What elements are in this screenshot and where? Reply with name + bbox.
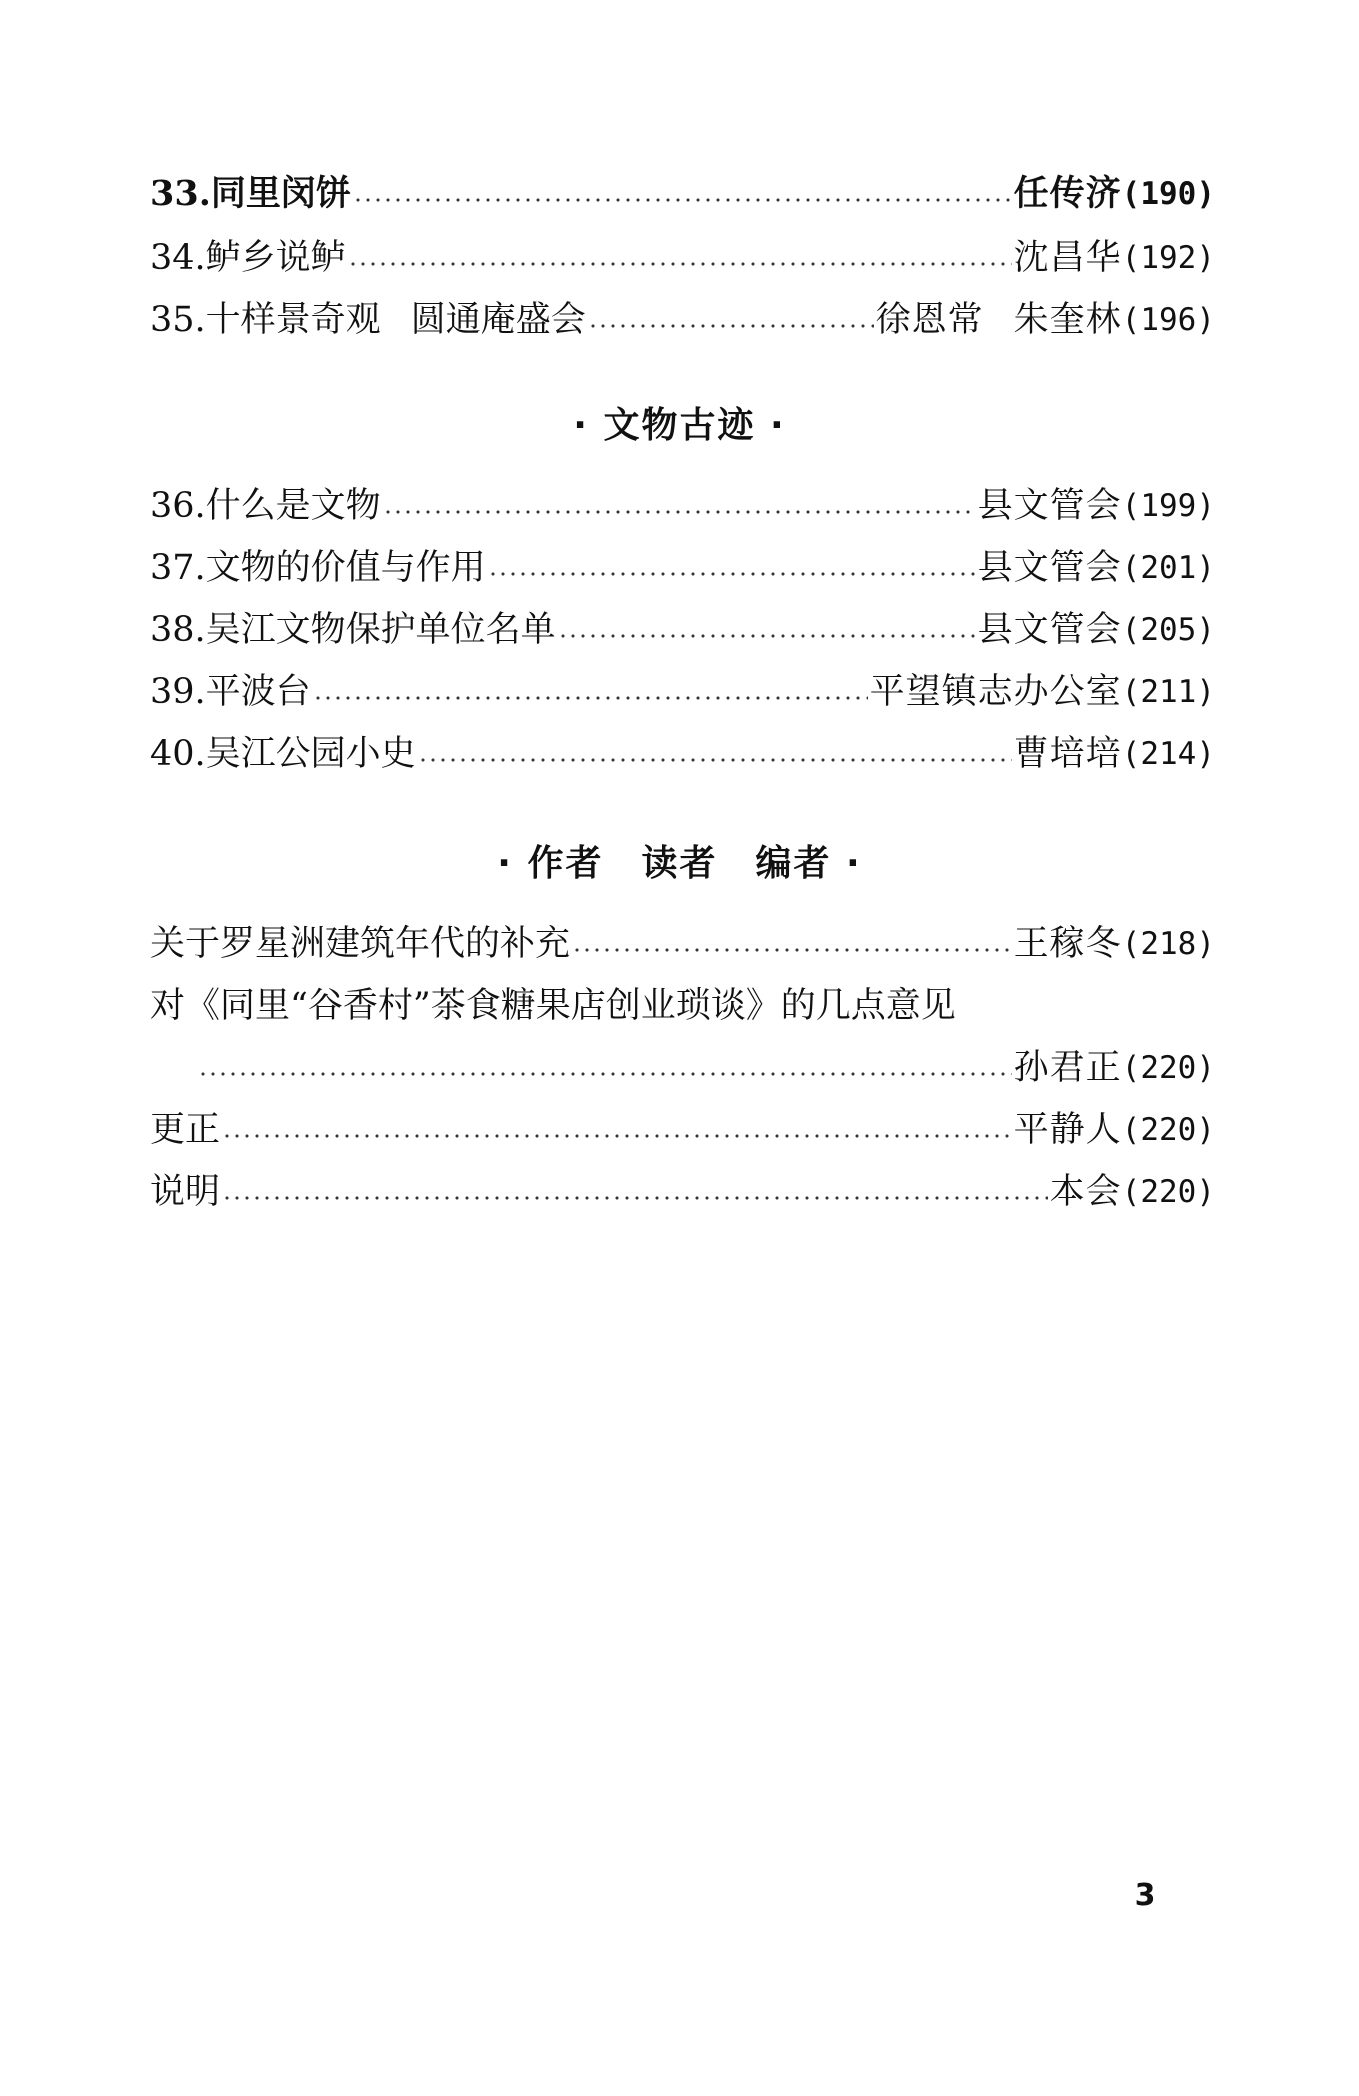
toc-entry-luoxingzhou <box>150 916 1215 972</box>
toc-entry-33 <box>150 166 1215 222</box>
page-number: 3 <box>1134 1878 1156 1913</box>
entry-number: 36. <box>150 486 206 526</box>
entry-title-second: 圆通庵盛会 <box>410 300 586 340</box>
dot-leader <box>383 510 976 514</box>
entry-title: 吴江公园小史 <box>205 734 416 774</box>
entry-page: (214) <box>1121 736 1215 772</box>
entry-author: 县文管会 <box>977 548 1122 588</box>
entry-page: (190) <box>1121 176 1215 212</box>
entry-author: 沈昌华 <box>1013 238 1122 278</box>
dot-leader <box>313 696 868 700</box>
entry-number: 33. <box>150 173 211 214</box>
entry-author: 孙君正 <box>1013 1048 1122 1088</box>
toc-entry-34 <box>150 230 1215 286</box>
entry-author: 王稼冬 <box>1013 924 1122 964</box>
entry-number: 38. <box>150 610 206 650</box>
entry-title: 平波台 <box>205 672 311 712</box>
section-heading-authors-readers-editors: · 作者 读者 编者 · <box>497 843 862 884</box>
dot-leader <box>353 198 1012 202</box>
entry-title: 对《同里“谷香村”茶食糖果店创业琐谈》的几点意见 <box>150 986 956 1026</box>
entry-author: 平静人 <box>1013 1110 1122 1150</box>
entry-number: 40. <box>150 734 206 774</box>
dot-leader <box>572 948 1012 952</box>
entry-title: 关于罗星洲建筑年代的补充 <box>150 924 571 964</box>
entry-page: (220) <box>1121 1112 1215 1148</box>
entry-author: 县文管会 <box>977 486 1122 526</box>
entry-author: 任传济 <box>1013 173 1122 214</box>
dot-leader <box>558 634 976 638</box>
entry-page: (199) <box>1121 488 1215 524</box>
entry-page: (196) <box>1121 302 1215 338</box>
dot-leader <box>348 262 1012 266</box>
entry-page: (220) <box>1121 1050 1215 1086</box>
dot-leader <box>588 324 874 328</box>
toc-entry-39 <box>150 664 1215 720</box>
entry-number: 37. <box>150 548 206 588</box>
toc-entry-opinions-title <box>150 978 1215 1034</box>
entry-number: 39. <box>150 672 206 712</box>
entry-author-second: 朱奎林 <box>1013 300 1122 340</box>
entry-title: 鲈乡说鲈 <box>205 238 346 278</box>
toc-entry-note <box>150 1164 1215 1220</box>
entry-number: 35. <box>150 300 206 340</box>
entry-title: 同里闵饼 <box>210 173 351 214</box>
entry-page: (201) <box>1121 550 1215 586</box>
dot-leader <box>418 758 1012 762</box>
dot-leader <box>198 1072 1012 1076</box>
section-heading-cultural-relics: · 文物古迹 · <box>573 405 786 446</box>
entry-title: 吴江文物保护单位名单 <box>205 610 556 650</box>
dot-leader <box>488 572 976 576</box>
entry-page: (211) <box>1121 674 1215 710</box>
entry-page: (218) <box>1121 926 1215 962</box>
toc-entry-38 <box>150 602 1215 658</box>
toc-entry-36 <box>150 478 1215 534</box>
toc-entry-40 <box>150 726 1215 782</box>
toc-entry-37 <box>150 540 1215 596</box>
entry-author: 县文管会 <box>977 610 1122 650</box>
entry-title: 十样景奇观 <box>205 300 381 340</box>
entry-title: 更正 <box>150 1110 221 1150</box>
entry-title: 什么是文物 <box>205 486 381 526</box>
entry-page: (192) <box>1121 240 1215 276</box>
toc-entry-35 <box>150 292 1215 348</box>
entry-author: 徐恩常 <box>875 300 984 340</box>
toc-entry-opinions-continuation <box>196 1040 1215 1096</box>
entry-author: 曹培培 <box>1013 734 1122 774</box>
entry-author: 平望镇志办公室 <box>869 672 1122 712</box>
toc-entry-correction <box>150 1102 1215 1158</box>
entry-title: 文物的价值与作用 <box>205 548 486 588</box>
entry-page: (220) <box>1121 1174 1215 1210</box>
entry-number: 34. <box>150 238 206 278</box>
entry-title: 说明 <box>150 1172 221 1212</box>
entry-author: 本会 <box>1049 1172 1122 1212</box>
dot-leader <box>222 1196 1048 1200</box>
entry-page: (205) <box>1121 612 1215 648</box>
dot-leader <box>222 1134 1012 1138</box>
